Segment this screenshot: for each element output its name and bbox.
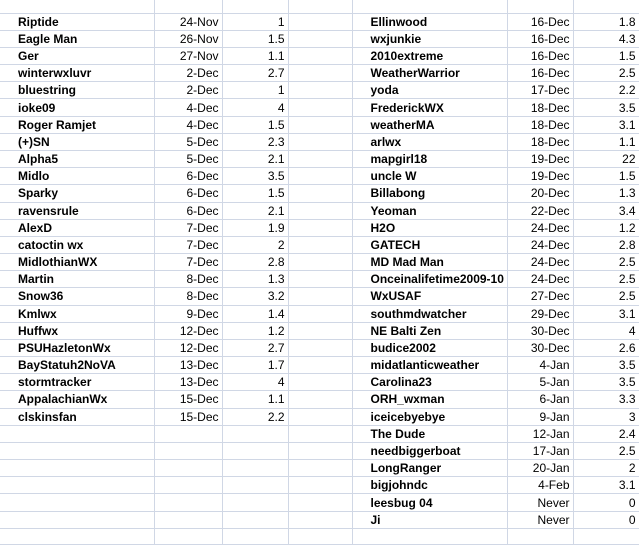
grid-cell[interactable] [507,0,573,13]
right-date-cell[interactable]: 24-Dec [507,271,573,288]
right-name-cell[interactable]: The Dude [352,425,507,442]
right-value-cell[interactable] [573,528,639,544]
table-row [0,219,639,236]
spacer-cell[interactable] [288,528,352,544]
table-row [0,322,639,339]
right-value-cell[interactable]: 2.5 [573,65,639,82]
spacer-cell[interactable] [288,339,352,356]
left-name-cell[interactable]: AppalachianWx [0,391,154,408]
left-date-cell[interactable]: 15-Dec [154,408,222,425]
right-name-cell[interactable]: H2O [352,219,507,236]
left-name-cell[interactable]: (+)SN [0,133,154,150]
right-date-cell[interactable]: Never [507,494,573,511]
spacer-cell[interactable] [288,442,352,459]
grid-cell[interactable] [0,0,154,13]
right-value-cell[interactable]: 2 [573,460,639,477]
right-name-cell[interactable]: uncle W [352,168,507,185]
table-row [0,271,639,288]
right-date-cell[interactable]: Never [507,511,573,528]
right-name-cell[interactable] [352,528,507,544]
right-name-cell[interactable]: Onceinalifetime2009-10 [352,271,507,288]
spacer-cell[interactable] [288,322,352,339]
right-value-cell[interactable]: 3.1 [573,477,639,494]
left-date-cell[interactable] [154,528,222,544]
right-date-cell[interactable]: 9-Jan [507,408,573,425]
right-date-cell[interactable]: 22-Dec [507,202,573,219]
right-date-cell[interactable]: 27-Dec [507,288,573,305]
table-row [0,460,639,477]
right-name-cell[interactable]: needbiggerboat [352,442,507,459]
grid-cell[interactable] [288,0,352,13]
right-value-cell[interactable]: 2.5 [573,288,639,305]
table-row [0,13,639,30]
left-value-cell[interactable]: 1 [222,82,288,99]
right-name-cell[interactable]: wxjunkie [352,30,507,47]
left-name-cell[interactable]: Alpha5 [0,151,154,168]
right-name-cell[interactable]: Billabong [352,185,507,202]
left-name-cell[interactable] [0,460,154,477]
right-value-cell[interactable]: 3.3 [573,391,639,408]
table-row [0,477,639,494]
left-name-cell[interactable]: Ger [0,47,154,64]
table-row [0,236,639,253]
right-date-cell[interactable]: 16-Dec [507,65,573,82]
left-name-cell[interactable] [0,494,154,511]
left-name-cell[interactable]: Martin [0,271,154,288]
spacer-cell[interactable] [288,288,352,305]
right-name-cell[interactable]: yoda [352,82,507,99]
table-row [0,357,639,374]
table-row [0,168,639,185]
right-date-cell[interactable]: 4-Feb [507,477,573,494]
table-row [0,30,639,47]
left-value-cell[interactable]: 2.7 [222,65,288,82]
left-date-cell[interactable] [154,442,222,459]
right-name-cell[interactable]: budice2002 [352,339,507,356]
left-date-cell[interactable]: 12-Dec [154,339,222,356]
spacer-cell[interactable] [288,374,352,391]
right-value-cell[interactable]: 3 [573,408,639,425]
right-name-cell[interactable]: FrederickWX [352,99,507,116]
right-date-cell[interactable]: 24-Dec [507,254,573,271]
left-value-cell[interactable]: 3.2 [222,288,288,305]
right-value-cell[interactable]: 0 [573,494,639,511]
right-value-cell[interactable]: 1.5 [573,47,639,64]
right-date-cell[interactable]: 17-Dec [507,82,573,99]
left-value-cell[interactable]: 2.2 [222,408,288,425]
left-name-cell[interactable]: Roger Ramjet [0,116,154,133]
right-date-cell[interactable] [507,528,573,544]
spacer-cell[interactable] [288,494,352,511]
left-date-cell[interactable]: 2-Dec [154,65,222,82]
left-value-cell[interactable]: 1.2 [222,322,288,339]
left-value-cell[interactable]: 1.5 [222,116,288,133]
left-name-cell[interactable]: Snow36 [0,288,154,305]
left-date-cell[interactable]: 4-Dec [154,99,222,116]
left-date-cell[interactable]: 6-Dec [154,185,222,202]
left-date-cell[interactable]: 24-Nov [154,13,222,30]
right-name-cell[interactable]: ORH_wxman [352,391,507,408]
spacer-cell[interactable] [288,408,352,425]
right-name-cell[interactable]: GATECH [352,236,507,253]
right-date-cell[interactable]: 20-Dec [507,185,573,202]
spacer-cell[interactable] [288,511,352,528]
left-name-cell[interactable] [0,477,154,494]
spacer-cell[interactable] [288,219,352,236]
table-row [0,374,639,391]
right-date-cell[interactable]: 17-Jan [507,442,573,459]
left-name-cell[interactable] [0,425,154,442]
table-row [0,65,639,82]
right-value-cell[interactable]: 3.1 [573,116,639,133]
spacer-cell[interactable] [288,357,352,374]
right-value-cell[interactable]: 1.2 [573,219,639,236]
table-row [0,511,639,528]
table-row [0,99,639,116]
table-row [0,151,639,168]
right-value-cell[interactable]: 3.5 [573,357,639,374]
left-value-cell[interactable] [222,494,288,511]
left-date-cell[interactable]: 13-Dec [154,357,222,374]
right-date-cell[interactable]: 18-Dec [507,99,573,116]
left-name-cell[interactable]: winterwxluvr [0,65,154,82]
right-date-cell[interactable]: 19-Dec [507,151,573,168]
left-value-cell[interactable]: 2.1 [222,202,288,219]
left-value-cell[interactable]: 1.7 [222,357,288,374]
right-value-cell[interactable]: 1.3 [573,185,639,202]
right-date-cell[interactable]: 18-Dec [507,133,573,150]
spacer-cell[interactable] [288,185,352,202]
right-value-cell[interactable]: 2.5 [573,442,639,459]
right-date-cell[interactable]: 30-Dec [507,322,573,339]
spacer-cell[interactable] [288,116,352,133]
table-row [0,528,639,544]
left-value-cell[interactable] [222,477,288,494]
table-row [0,185,639,202]
right-name-cell[interactable]: iceicebyebye [352,408,507,425]
left-date-cell[interactable]: 7-Dec [154,219,222,236]
left-name-cell[interactable]: ravensrule [0,202,154,219]
table-row [0,339,639,356]
left-value-cell[interactable] [222,442,288,459]
right-date-cell[interactable]: 16-Dec [507,47,573,64]
left-date-cell[interactable] [154,494,222,511]
table-row [0,494,639,511]
left-name-cell[interactable]: clskinsfan [0,408,154,425]
left-date-cell[interactable]: 13-Dec [154,374,222,391]
right-date-cell[interactable]: 24-Dec [507,219,573,236]
left-date-cell[interactable]: 5-Dec [154,151,222,168]
right-value-cell[interactable]: 2.2 [573,82,639,99]
right-value-cell[interactable]: 2.4 [573,425,639,442]
right-value-cell[interactable]: 0 [573,511,639,528]
spacer-cell[interactable] [288,47,352,64]
spacer-cell[interactable] [288,202,352,219]
left-value-cell[interactable]: 3.5 [222,168,288,185]
left-date-cell[interactable]: 7-Dec [154,236,222,253]
spacer-cell[interactable] [288,271,352,288]
right-value-cell[interactable]: 1.8 [573,13,639,30]
left-value-cell[interactable]: 1.9 [222,219,288,236]
left-name-cell[interactable]: Sparky [0,185,154,202]
left-name-cell[interactable]: stormtracker [0,374,154,391]
left-value-cell[interactable]: 1.3 [222,271,288,288]
table-row [0,116,639,133]
right-name-cell[interactable]: arlwx [352,133,507,150]
right-value-cell[interactable]: 22 [573,151,639,168]
left-date-cell[interactable]: 26-Nov [154,30,222,47]
right-value-cell[interactable]: 2.6 [573,339,639,356]
left-value-cell[interactable]: 1.5 [222,30,288,47]
left-date-cell[interactable] [154,425,222,442]
left-value-cell[interactable]: 1 [222,13,288,30]
right-date-cell[interactable]: 12-Jan [507,425,573,442]
table-row [0,47,639,64]
right-name-cell[interactable]: leesbug 04 [352,494,507,511]
left-name-cell[interactable]: Midlo [0,168,154,185]
grid-cell[interactable] [352,0,507,13]
left-date-cell[interactable]: 15-Dec [154,391,222,408]
table-row [0,82,639,99]
right-name-cell[interactable]: Ji [352,511,507,528]
right-date-cell[interactable]: 19-Dec [507,168,573,185]
right-date-cell[interactable]: 18-Dec [507,116,573,133]
right-name-cell[interactable]: midatlanticweather [352,357,507,374]
grid-cell[interactable] [573,0,639,13]
left-name-cell[interactable]: catoctin wx [0,236,154,253]
right-value-cell[interactable]: 3.1 [573,305,639,322]
right-name-cell[interactable]: Ellinwood [352,13,507,30]
left-value-cell[interactable] [222,460,288,477]
table-row [0,0,639,13]
right-date-cell[interactable]: 4-Jan [507,357,573,374]
spacer-cell[interactable] [288,82,352,99]
spacer-cell[interactable] [288,65,352,82]
right-name-cell[interactable]: mapgirl18 [352,151,507,168]
left-name-cell[interactable]: PSUHazletonWx [0,339,154,356]
left-name-cell[interactable]: bluestring [0,82,154,99]
right-name-cell[interactable]: LongRanger [352,460,507,477]
left-date-cell[interactable] [154,477,222,494]
right-name-cell[interactable]: weatherMA [352,116,507,133]
right-name-cell[interactable]: WeatherWarrior [352,65,507,82]
right-name-cell[interactable]: bigjohndc [352,477,507,494]
right-date-cell[interactable]: 6-Jan [507,391,573,408]
left-date-cell[interactable] [154,460,222,477]
spacer-cell[interactable] [288,391,352,408]
left-date-cell[interactable]: 8-Dec [154,271,222,288]
left-name-cell[interactable]: Kmlwx [0,305,154,322]
right-date-cell[interactable]: 30-Dec [507,339,573,356]
table-row [0,133,639,150]
right-name-cell[interactable]: MD Mad Man [352,254,507,271]
spacer-cell[interactable] [288,477,352,494]
left-value-cell[interactable]: 4 [222,374,288,391]
spacer-cell[interactable] [288,99,352,116]
right-value-cell[interactable]: 1.5 [573,168,639,185]
left-name-cell[interactable]: BayStatuh2NoVA [0,357,154,374]
spacer-cell[interactable] [288,13,352,30]
left-date-cell[interactable] [154,511,222,528]
right-value-cell[interactable]: 3.4 [573,202,639,219]
right-name-cell[interactable]: Carolina23 [352,374,507,391]
right-value-cell[interactable]: 4 [573,322,639,339]
spacer-cell[interactable] [288,133,352,150]
left-value-cell[interactable]: 2.8 [222,254,288,271]
table-row [0,254,639,271]
spacer-cell[interactable] [288,168,352,185]
table-row [0,202,639,219]
right-name-cell[interactable]: WxUSAF [352,288,507,305]
left-name-cell[interactable]: Riptide [0,13,154,30]
left-value-cell[interactable]: 1.4 [222,305,288,322]
left-value-cell[interactable]: 4 [222,99,288,116]
left-name-cell[interactable]: Huffwx [0,322,154,339]
table-row [0,425,639,442]
spacer-cell[interactable] [288,425,352,442]
right-date-cell[interactable]: 20-Jan [507,460,573,477]
left-date-cell[interactable]: 9-Dec [154,305,222,322]
right-value-cell[interactable]: 2.5 [573,254,639,271]
grid-cell[interactable] [154,0,222,13]
spacer-cell[interactable] [288,254,352,271]
right-value-cell[interactable]: 4.3 [573,30,639,47]
table-row [0,305,639,322]
left-value-cell[interactable] [222,511,288,528]
left-name-cell[interactable]: MidlothianWX [0,254,154,271]
left-date-cell[interactable]: 6-Dec [154,168,222,185]
left-name-cell[interactable]: ioke09 [0,99,154,116]
right-value-cell[interactable]: 3.5 [573,99,639,116]
left-name-cell[interactable] [0,511,154,528]
left-value-cell[interactable] [222,528,288,544]
spacer-cell[interactable] [288,236,352,253]
left-name-cell[interactable] [0,528,154,544]
left-date-cell[interactable]: 5-Dec [154,133,222,150]
spacer-cell[interactable] [288,460,352,477]
right-value-cell[interactable]: 1.1 [573,133,639,150]
left-value-cell[interactable]: 1.1 [222,47,288,64]
table-row [0,442,639,459]
right-value-cell[interactable]: 2.5 [573,271,639,288]
left-value-cell[interactable]: 2.3 [222,133,288,150]
table-row [0,391,639,408]
right-date-cell[interactable]: 24-Dec [507,236,573,253]
left-date-cell[interactable]: 8-Dec [154,288,222,305]
left-date-cell[interactable]: 4-Dec [154,116,222,133]
left-value-cell[interactable]: 1.1 [222,391,288,408]
left-date-cell[interactable]: 12-Dec [154,322,222,339]
spacer-cell[interactable] [288,305,352,322]
grid-cell[interactable] [222,0,288,13]
left-value-cell[interactable]: 1.5 [222,185,288,202]
left-name-cell[interactable]: Eagle Man [0,30,154,47]
left-date-cell[interactable]: 2-Dec [154,82,222,99]
table-row [0,288,639,305]
table-row [0,408,639,425]
left-value-cell[interactable]: 2.1 [222,151,288,168]
spacer-cell[interactable] [288,151,352,168]
left-value-cell[interactable] [222,425,288,442]
right-name-cell[interactable]: southmdwatcher [352,305,507,322]
left-name-cell[interactable] [0,442,154,459]
right-value-cell[interactable]: 3.5 [573,374,639,391]
spacer-cell[interactable] [288,30,352,47]
left-date-cell[interactable]: 6-Dec [154,202,222,219]
left-date-cell[interactable]: 27-Nov [154,47,222,64]
left-value-cell[interactable]: 2 [222,236,288,253]
left-date-cell[interactable]: 7-Dec [154,254,222,271]
right-date-cell[interactable]: 29-Dec [507,305,573,322]
left-value-cell[interactable]: 2.7 [222,339,288,356]
right-date-cell[interactable]: 5-Jan [507,374,573,391]
left-name-cell[interactable]: AlexD [0,219,154,236]
right-value-cell[interactable]: 2.8 [573,236,639,253]
right-name-cell[interactable]: NE Balti Zen [352,322,507,339]
right-name-cell[interactable]: Yeoman [352,202,507,219]
right-name-cell[interactable]: 2010extreme [352,47,507,64]
right-date-cell[interactable]: 16-Dec [507,13,573,30]
right-date-cell[interactable]: 16-Dec [507,30,573,47]
